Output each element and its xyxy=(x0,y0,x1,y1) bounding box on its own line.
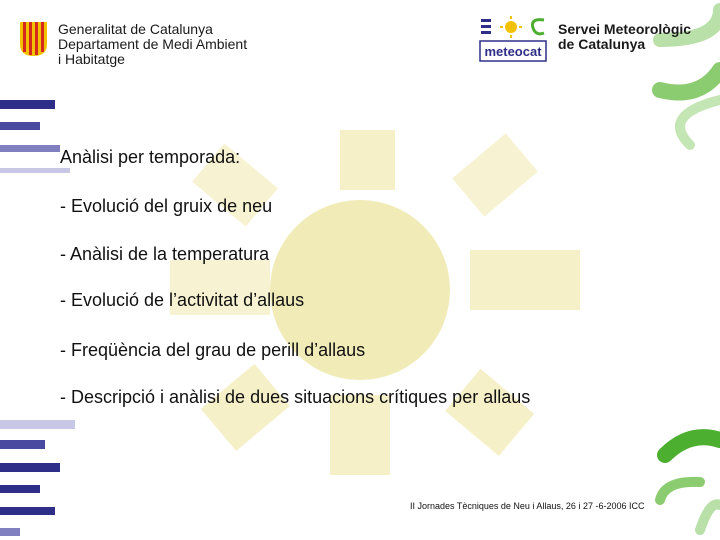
service-line1: Servei Meteorològic xyxy=(558,21,692,37)
service-line2: de Catalunya xyxy=(558,36,646,52)
green-swooshes xyxy=(660,10,720,530)
government-name xyxy=(58,22,318,67)
bullet-item: - Anàlisi de la temperatura xyxy=(60,244,270,264)
government-line3: i Habitatge xyxy=(58,51,125,67)
slide-heading: Anàlisi per temporada: xyxy=(60,147,241,167)
catalan-flag-icon xyxy=(20,22,47,56)
bullet-item: - Freqüència del grau de perill d’allaus xyxy=(60,340,366,360)
bullet-item: - Evolució del gruix de neu xyxy=(60,196,273,216)
bullet-item: - Descripció i anàlisi de dues situacions crítiques per allaus xyxy=(60,387,531,407)
government-line1: Generalitat de Catalunya xyxy=(58,21,213,37)
bullet-item: - Evolució de l’activitat d’allaus xyxy=(60,290,305,310)
blue-stripes-bottom xyxy=(0,420,75,536)
service-name xyxy=(558,22,720,52)
meteocat-logo-text: meteocat xyxy=(484,44,542,59)
government-line2: Departament de Medi Ambient xyxy=(58,36,248,52)
footer-note: II Jornades Tècniques de Neu i Allaus, 26 i 27 -6-2006 ICC xyxy=(410,501,645,511)
meteocat-logo xyxy=(478,16,548,64)
